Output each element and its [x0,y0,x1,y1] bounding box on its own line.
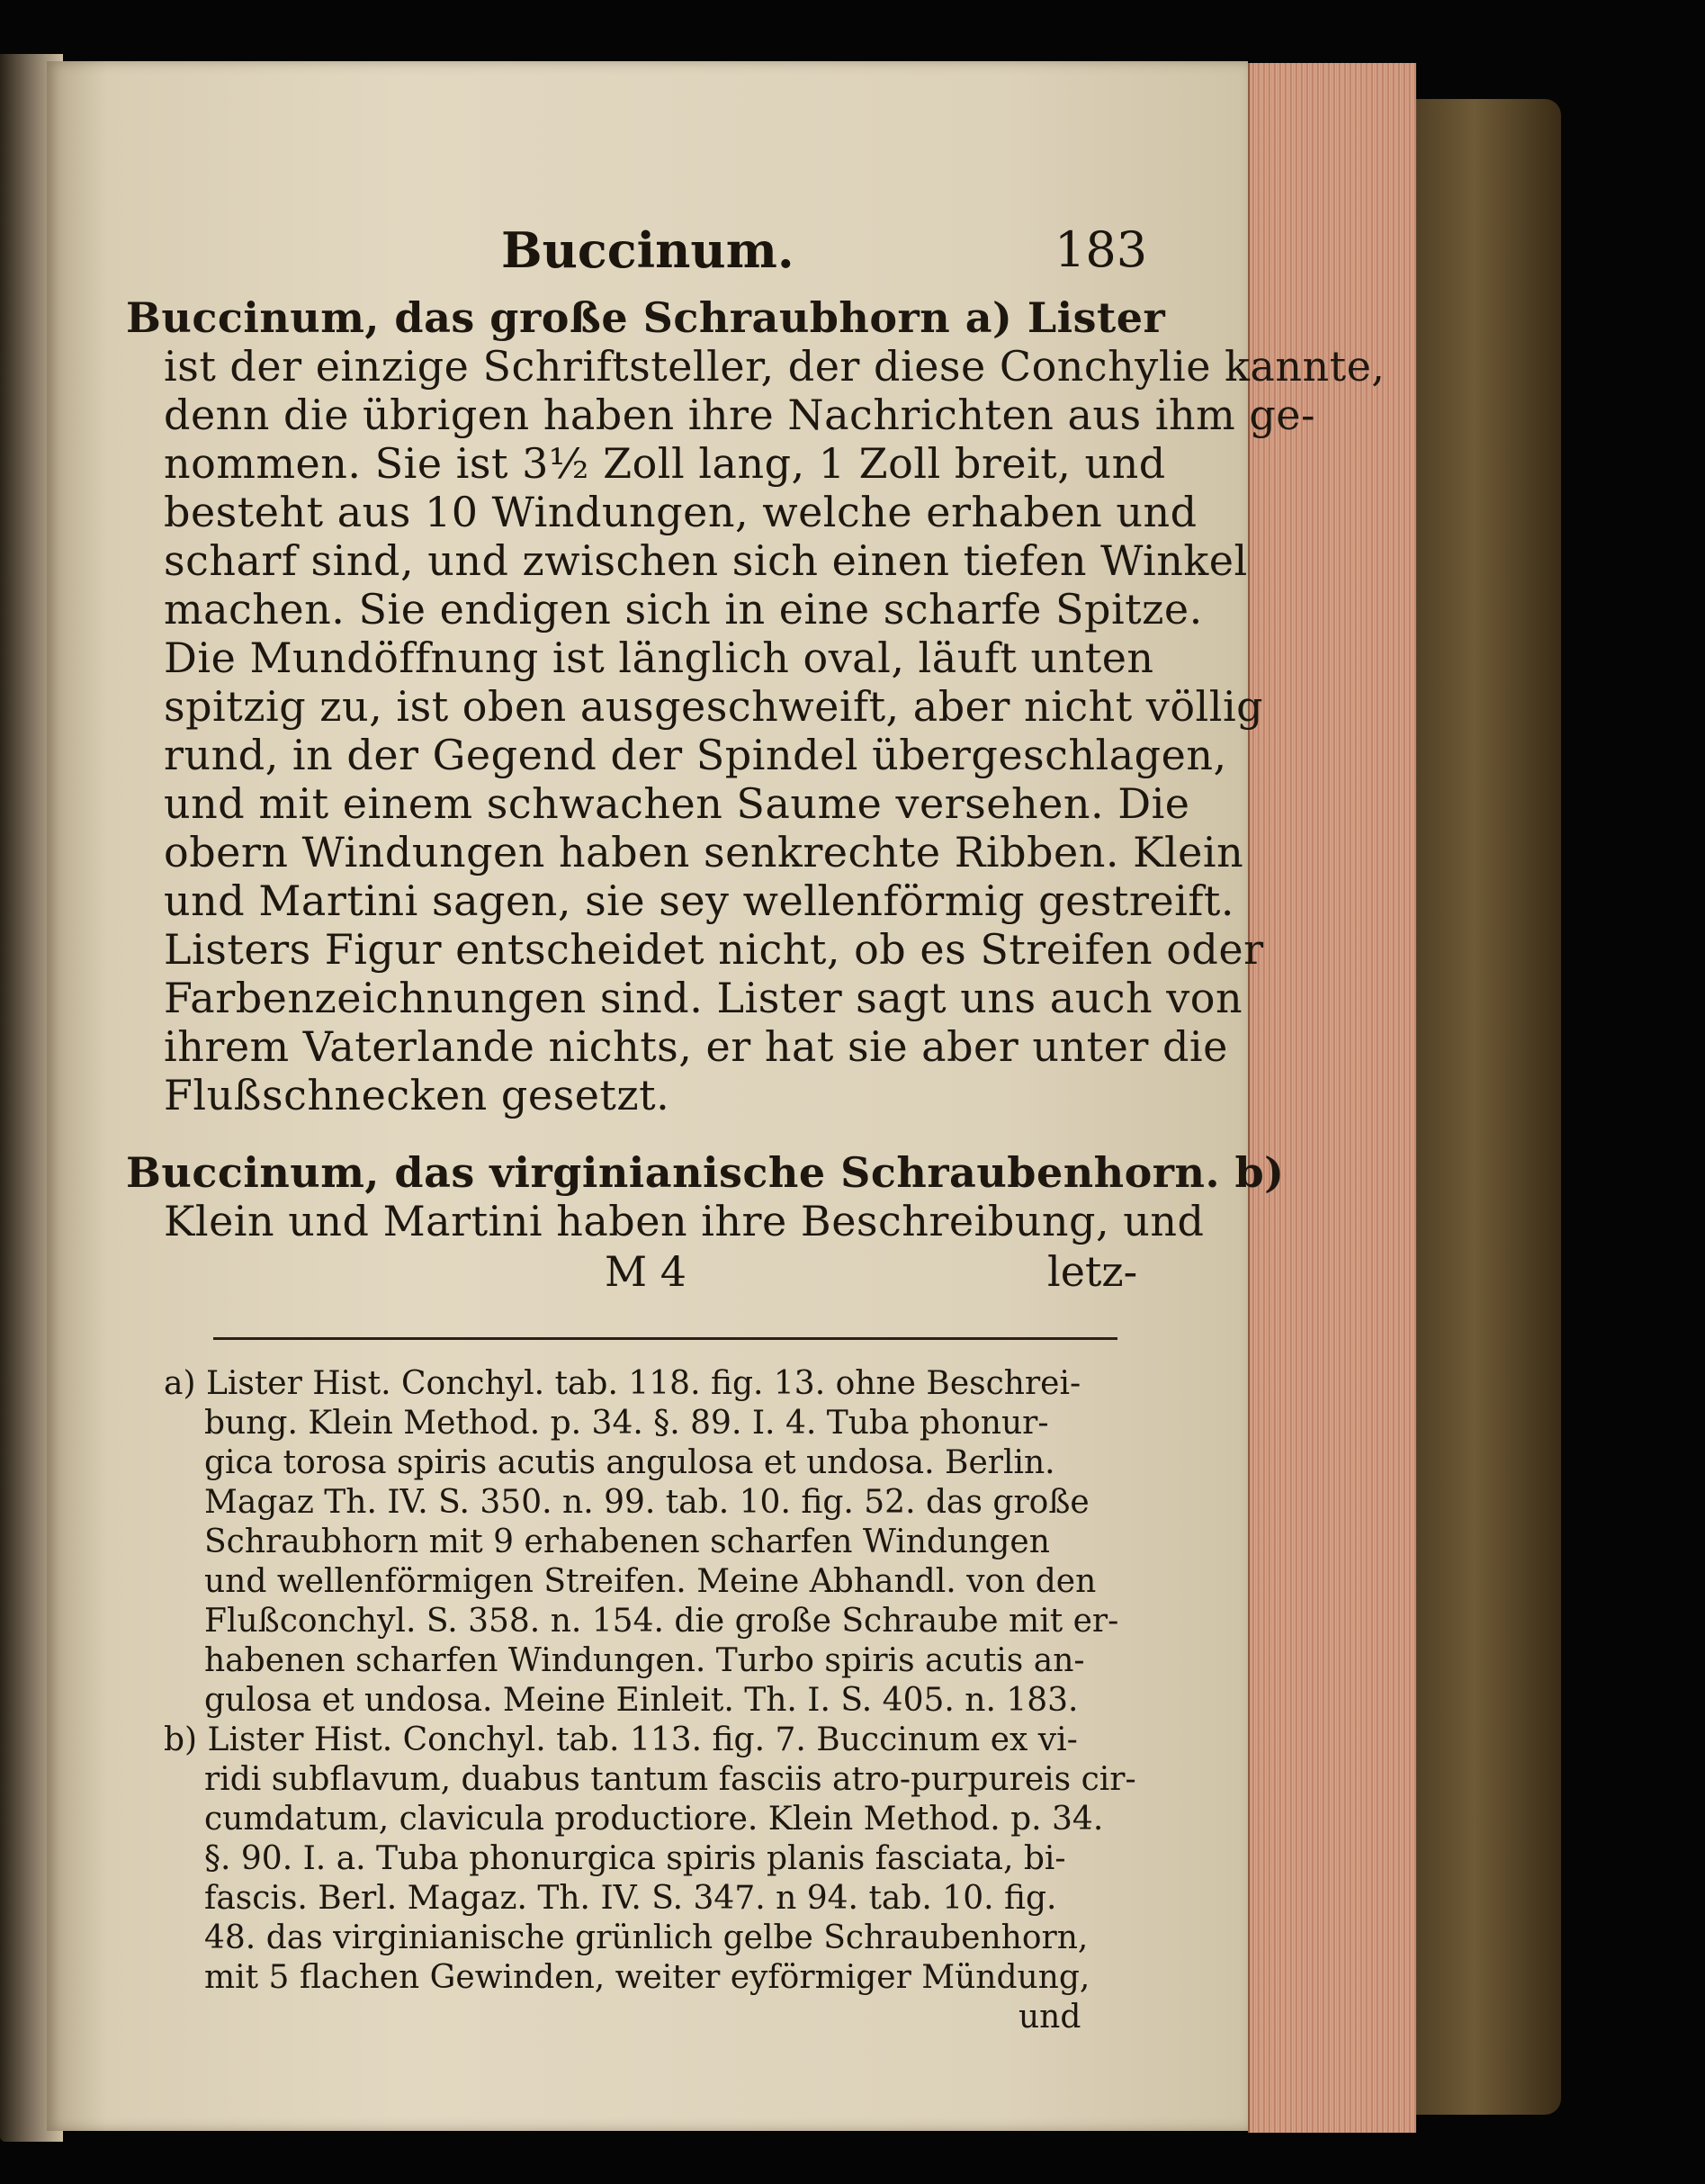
footnote-line: Magaz Th. IV. S. 350. n. 99. tab. 10. fig. 52. das große [204,1484,1090,1521]
body-line: ist der einzige Schriftsteller, der diese Conchylie kannte, [164,342,1386,391]
footnote-line: gica torosa spiris acutis angulosa et undosa. Berlin. [204,1444,1055,1481]
body-line: besteht aus 10 Windungen, welche erhaben und [164,488,1198,536]
body-line: spitzig zu, ist oben ausgeschweift, aber nicht völlig [164,682,1264,731]
footnote-line: mit 5 flachen Gewinden, weiter eyförmiger Mündung, [204,1959,1090,1996]
body-line: Klein und Martini haben ihre Beschreibung, und [164,1197,1205,1245]
running-head: Buccinum. [501,221,794,279]
body-line: Farbenzeichnungen sind. Lister sagt uns auch von [164,974,1243,1022]
book-page [47,61,1386,2131]
footnote-line: habenen scharfen Windungen. Turbo spiris acutis an- [204,1642,1085,1679]
footnote-line: und [1019,1999,1081,2036]
footnote-line: ridi subflavum, duabus tantum fasciis atro-purpureis cir- [204,1761,1136,1798]
body-line: ihrem Vaterlande nichts, er hat sie aber unter die [164,1022,1228,1071]
footnote-line: cumdatum, clavicula productiore. Klein Method. p. 34. [204,1801,1104,1838]
body-line: und mit einem schwachen Saume versehen. Die [164,779,1190,828]
footnote-line: §. 90. I. a. Tuba phonurgica spiris planis fasciata, bi- [204,1840,1066,1877]
body-line: Listers Figur entscheidet nicht, ob es Streifen oder [164,925,1264,974]
body-line: Flußschnecken gesetzt. [164,1071,670,1119]
footnote-line: bung. Klein Method. p. 34. §. 89. I. 4. Tuba phonur- [204,1405,1049,1442]
body-line: machen. Sie endigen sich in eine scharfe Spitze. [164,585,1203,634]
body-line: rund, in der Gegend der Spindel übergeschlagen, [164,731,1227,779]
body-line: Buccinum, das virginianische Schraubenhorn. b) [126,1148,1285,1197]
footnote-line: gulosa et undosa. Meine Einleit. Th. I. S. 405. n. 183. [204,1682,1079,1719]
body-line: scharf sind, und zwischen sich einen tiefen Winkel [164,536,1248,585]
signature-mark: M 4 [605,1247,686,1296]
footnote-line: fascis. Berl. Magaz. Th. IV. S. 347. n 94. tab. 10. fig. [204,1880,1057,1917]
body-line: und Martini sagen, sie sey wellenförmig gestreift. [164,876,1234,925]
book-cover [1404,99,1561,2115]
body-line: Die Mundöffnung ist länglich oval, läuft unten [164,634,1154,682]
catchword: letz- [1047,1247,1138,1296]
footnote-line: a) Lister Hist. Conchyl. tab. 118. fig. 13. ohne Beschrei- [164,1365,1081,1402]
footnote-divider [213,1337,1117,1340]
footnote-line: Flußconchyl. S. 358. n. 154. die große Schraube mit er- [204,1603,1119,1640]
footnote-line: und wellenförmigen Streifen. Meine Abhandl. von den [204,1563,1097,1600]
footnote-line: 48. das virginianische grünlich gelbe Schraubenhorn, [204,1919,1089,1956]
footnote-line: Schraubhorn mit 9 erhabenen scharfen Windungen [204,1523,1050,1560]
body-line: obern Windungen haben senkrechte Ribben. Klein [164,828,1244,876]
footnote-line: b) Lister Hist. Conchyl. tab. 113. fig. 7. Buccinum ex vi- [164,1721,1078,1758]
body-line: nommen. Sie ist 3½ Zoll lang, 1 Zoll breit, und [164,439,1166,488]
page-number: 183 [1054,221,1148,278]
body-line: denn die übrigen haben ihre Nachrichten aus ihm ge- [164,391,1316,439]
body-line: Buccinum, das große Schraubhorn a) Lister [126,293,1166,342]
